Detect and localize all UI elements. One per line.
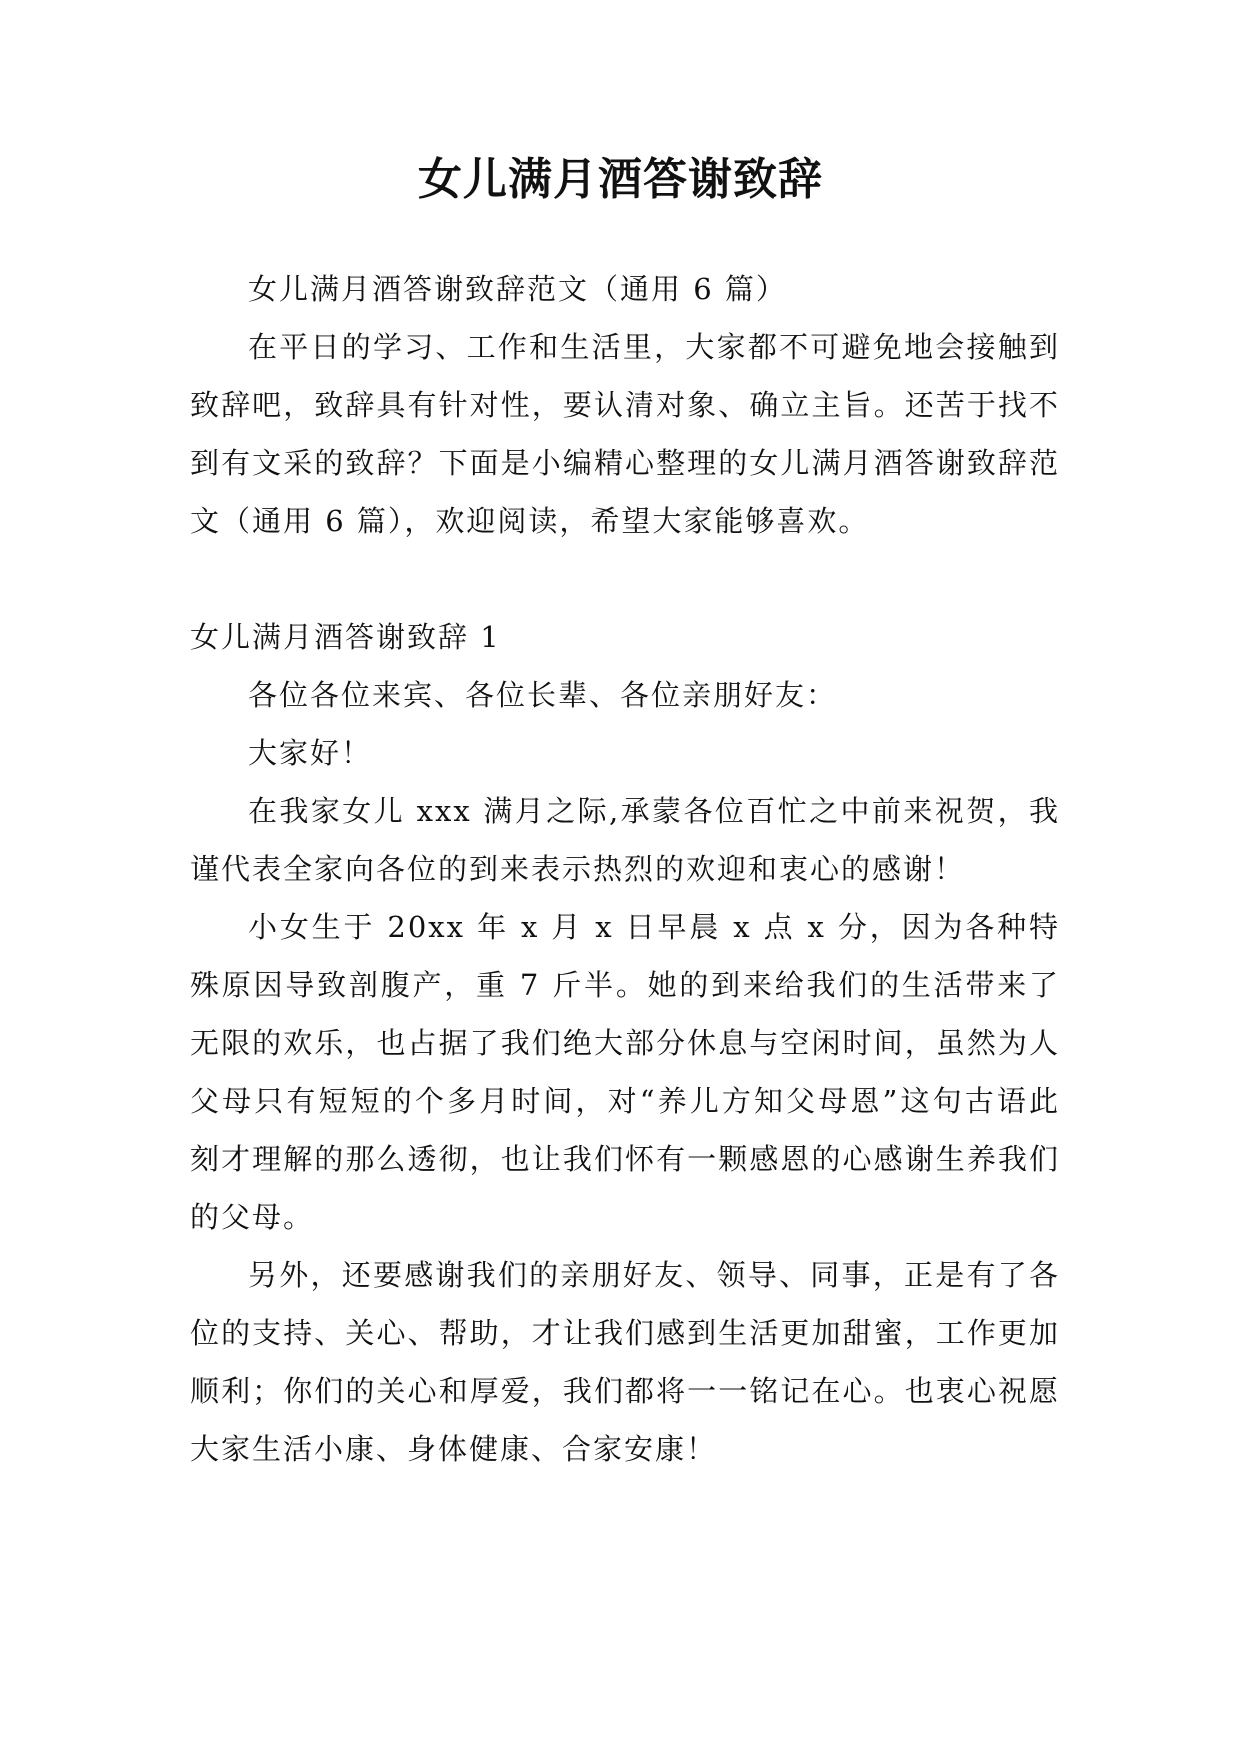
section-heading: 女儿满月酒答谢致辞 1 — [190, 620, 501, 654]
intro-subtitle: 女儿满月酒答谢致辞范文（通用 6 篇） — [248, 272, 787, 306]
body-paragraph: 小女生于 20xx 年 x 月 x 日早晨 x 点 x 分，因为各种特殊原因导致剖腹产，重 7 斤半。她的到来给我们的生活带来了无限的欢乐，也占据了我们绝大部分休息与空闲时间，虽然为人父母只有短短的个多月时间，对“养儿方知父母恩”这句古语此刻才理解的那么透彻，也让我们怀有一颗感恩的心感谢生养我们的父母。 — [190, 910, 1060, 1234]
body-paragraph: 另外，还要感谢我们的亲朋好友、领导、同事，正是有了各位的支持、关心、帮助，才让我们感到生活更加甜蜜，工作更加顺利；你们的关心和厚爱，我们都将一一铭记在心。也衷心祝愿大家生活小康、身体健康、合家安康！ — [190, 1258, 1060, 1466]
document-title: 女儿满月酒答谢致辞 — [418, 154, 823, 205]
body-paragraph: 各位各位来宾、各位长辈、各位亲朋好友： — [248, 678, 838, 712]
document-body — [190, 260, 1060, 1478]
body-paragraph: 大家好！ — [248, 736, 373, 770]
intro-paragraph: 在平日的学习、工作和生活里，大家都不可避免地会接触到致辞吧，致辞具有针对性，要认清对象、确立主旨。还苦于找不到有文采的致辞？下面是小编精心整理的女儿满月酒答谢致辞范文（通用 6 篇），欢迎阅读，希望大家能够喜欢。 — [190, 330, 1060, 538]
section-spacer — [190, 550, 1060, 608]
body-paragraph: 在我家女儿 xxx 满月之际,承蒙各位百忙之中前来祝贺，我谨代表全家向各位的到来表示热烈的欢迎和衷心的感谢！ — [190, 794, 1060, 886]
